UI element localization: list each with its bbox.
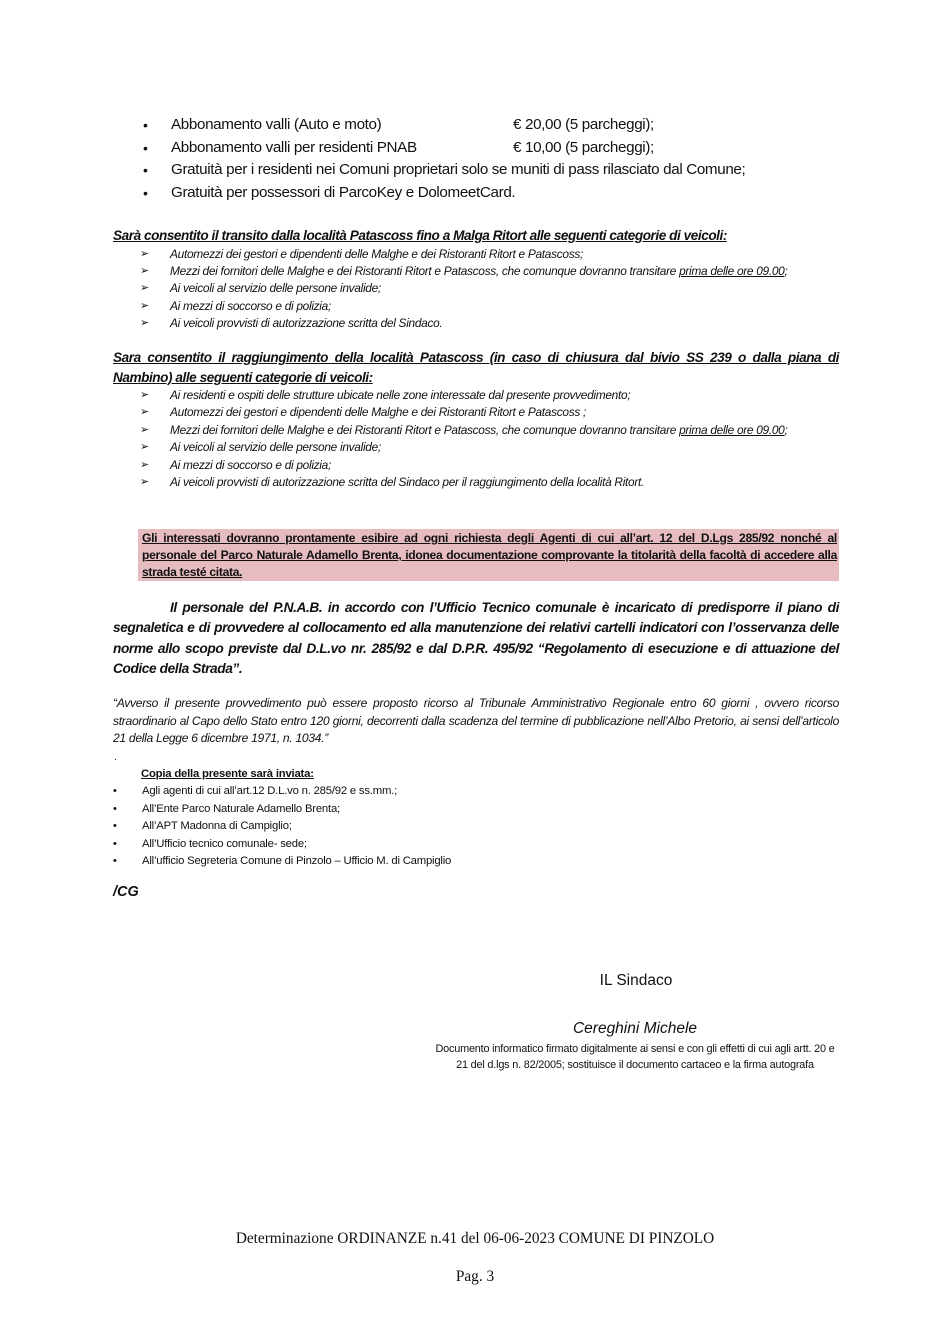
fees-list [140, 114, 860, 204]
transit-section [113, 226, 839, 333]
bullet-icon: • [143, 139, 148, 156]
bullet-icon: • [113, 802, 117, 815]
arrow-bullet-icon: ➢ [140, 458, 149, 471]
appeal-paragraph: “Avverso il presente provvedimento può essere proposto ricorso al Tribunale Amministrativo Regionale entro 60 giorni , ovvero ricorso straordinario al Capo dello Stato entro 120 giorni, decorrenti dalla scadenza del termine di pubblicazione nell’Albo Pretorio, ai sensi dell’articolo 21 della Legge 6 dicembre 1971, n. 1034.” [113, 696, 839, 746]
arrow-bullet-icon: ➢ [140, 389, 149, 401]
stray-dot: . [114, 752, 117, 763]
recipient-text: All’ufficio Segreteria Comune di Pinzolo – Ufficio M. di Campiglio [142, 855, 452, 868]
fee-item [140, 182, 860, 205]
recipient-text: Agli agenti di cui all’art.12 D.L.vo n. 285/92 e ss.mm.; [142, 785, 398, 797]
bullet-icon: • [113, 820, 117, 833]
copy-heading: Copia della presente sarà inviata: [141, 768, 314, 780]
fee-item [140, 114, 860, 137]
signatory-title: IL Sindaco [599, 972, 673, 989]
arrow-bullet-icon: ➢ [140, 476, 149, 489]
arrow-bullet-icon: ➢ [140, 264, 149, 277]
recipient-item [110, 836, 451, 854]
list-item [113, 422, 839, 439]
item-tail: ; [784, 263, 788, 278]
list-item [113, 298, 839, 315]
list-item [113, 474, 839, 491]
list-item [113, 404, 839, 421]
item-text: Ai mezzi di soccorso e di polizia; [170, 298, 331, 313]
fee-item [140, 159, 860, 182]
recipient-text: All’Ente Parco Naturale Adamello Brenta; [142, 802, 340, 815]
bullet-icon: • [143, 184, 148, 201]
list-item [113, 263, 839, 280]
fee-label: Abbonamento valli (Auto e moto) [171, 116, 382, 133]
bullet-icon: • [143, 117, 148, 133]
arrow-bullet-icon: ➢ [140, 406, 149, 419]
arrow-bullet-icon: ➢ [140, 317, 149, 330]
pnab-paragraph: Il personale del P.N.A.B. in accordo con l’Ufficio Tecnico comunale è incaricato di predisporre il piano di segnaletica e di provvedere al collocamento ed alla manutenzione dei relativi cartelli indicatori con l’osservanza delle norme allo scopo previste dal D.L.vo nr. 285/92 e dal D.P.R. 495/92 “Regolamento di esecuzione e di attuazione del Codice della Strada”. [113, 600, 839, 677]
fee-price: € 10,00 (5 parcheggi); [513, 138, 654, 156]
recipient-text: All’APT Madonna di Campiglio; [142, 820, 292, 833]
fee-label: Gratuità per possessori di ParcoKey e DolomeetCard. [171, 183, 516, 201]
vehicle-category-list [113, 387, 839, 491]
digital-signature-note: Documento informatico firmato digitalmente ai sensi e con gli effetti di cui agli artt. 20 e 21 del d.lgs n. 82/2005; sostituisce il documento cartaceo e la firma autografa [435, 1043, 835, 1072]
list-item [113, 315, 839, 332]
section-heading: Sarà consentito il transito dalla località Patascoss fino a Malga Ritort alle seguenti categorie di veicoli: [113, 228, 727, 243]
initials: /CG [113, 884, 139, 900]
fee-item [140, 137, 860, 160]
highlight-notice: Gli interessati dovranno prontamente esibire ad ogni richiesta degli Agenti di cui all’art. 12 del D.Lgs 285/92 nonché al personale del Parco Naturale Adamello Brenta, idonea documentazione comprovante la titolarità della facoltà di accedere alla strada testé citata. [142, 531, 837, 580]
list-item [113, 387, 839, 404]
bullet-icon: • [113, 785, 117, 797]
arrow-bullet-icon: ➢ [140, 299, 149, 312]
item-tail: ; [784, 422, 788, 437]
recipient-text: All’Ufficio tecnico comunale- sede; [142, 837, 307, 850]
recipient-item [110, 853, 451, 871]
bullet-icon: • [113, 837, 117, 850]
item-text: Automezzi dei gestori e dipendenti delle Malghe e dei Ristoranti Ritort e Patascoss; [170, 246, 584, 261]
arrow-bullet-icon: ➢ [140, 282, 149, 295]
fee-label: Abbonamento valli per residenti PNAB [171, 138, 417, 156]
item-text: Ai veicoli provvisti di autorizzazione scritta del Sindaco per il raggiungimento della località Ritort. [170, 475, 645, 490]
list-item [113, 439, 839, 456]
access-section [113, 348, 839, 491]
item-text: Ai veicoli provvisti di autorizzazione scritta del Sindaco. [170, 316, 443, 331]
item-text: Automezzi dei gestori e dipendenti delle Malghe e dei Ristoranti Ritort e Patascoss ; [170, 405, 587, 420]
item-text: Ai residenti e ospiti delle strutture ubicate nelle zone interessate dal presente provvedimento; [170, 388, 631, 402]
vehicle-category-list [113, 246, 839, 333]
item-text: Mezzi dei fornitori delle Malghe e dei Ristoranti Ritort e Patascoss, che comunque dovranno transitare [170, 422, 680, 437]
list-item [113, 280, 839, 297]
arrow-bullet-icon: ➢ [140, 247, 149, 260]
item-text: Ai mezzi di soccorso e di polizia; [170, 457, 331, 472]
recipients-list [110, 783, 451, 871]
item-text: Ai veicoli al servizio delle persone invalide; [170, 281, 381, 296]
fee-price: € 20,00 (5 parcheggi); [513, 116, 654, 133]
signatory-name: Cereghini Michele [572, 1020, 698, 1037]
item-text: Ai veicoli al servizio delle persone invalide; [170, 440, 381, 455]
section-heading: Sara consentito il raggiungimento della località Patascoss (in caso di chiusura dal bivio SS 239 o dalla piana di Nambino) alle seguenti categorie di veicoli: [113, 350, 839, 385]
arrow-bullet-icon: ➢ [140, 441, 149, 454]
footer-reference: Determinazione ORDINANZE n.41 del 06-06-2023 COMUNE DI PINZOLO [235, 1230, 715, 1247]
bullet-icon: • [143, 162, 148, 179]
list-item [113, 457, 839, 474]
item-text: Mezzi dei fornitori delle Malghe e dei Ristoranti Ritort e Patascoss, che comunque dovranno transitare [170, 263, 680, 278]
item-underlined-text: prima delle ore 09.00 [679, 263, 785, 278]
arrow-bullet-icon: ➢ [140, 423, 149, 436]
item-underlined-text: prima delle ore 09.00 [679, 422, 785, 437]
page-number: Pag. 3 [455, 1268, 495, 1285]
bullet-icon: • [113, 855, 117, 868]
fee-label: Gratuità per i residenti nei Comuni proprietari solo se muniti di pass rilasciato dal Comune; [171, 161, 746, 179]
recipient-item [110, 801, 451, 819]
list-item [113, 246, 839, 263]
recipient-item [110, 783, 451, 801]
recipient-item [110, 818, 451, 836]
